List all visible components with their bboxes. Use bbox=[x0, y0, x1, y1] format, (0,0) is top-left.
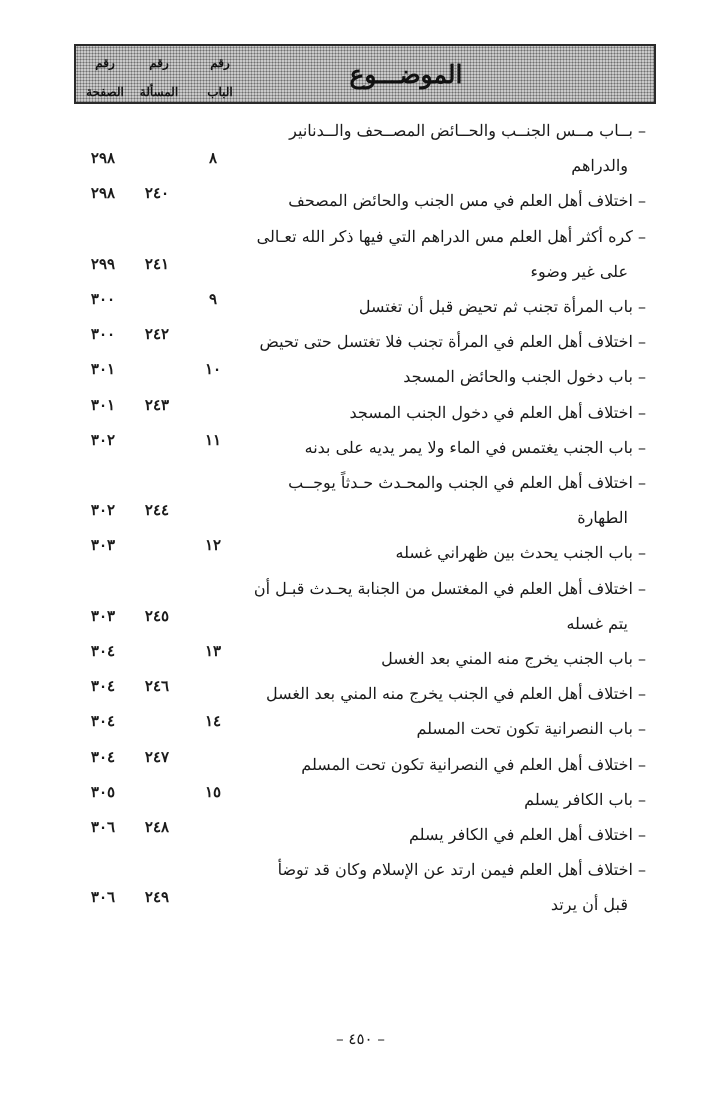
row-chapter-number: ١٢ bbox=[204, 536, 222, 555]
row-page-number: ٢٩٨ bbox=[90, 149, 116, 168]
table-row bbox=[60, 501, 646, 535]
row-page-number: ٣٠٠ bbox=[90, 325, 116, 344]
row-issue-number: ٢٤٥ bbox=[144, 606, 170, 625]
page-header-top: رقم bbox=[95, 56, 115, 70]
row-topic: – باب دخول الجنب والحائض المسجد bbox=[403, 367, 646, 387]
row-issue-number: ٢٤٣ bbox=[144, 395, 170, 414]
row-page-number: ٢٩٨ bbox=[90, 184, 116, 203]
table-row bbox=[60, 677, 646, 711]
issue-column-header bbox=[134, 56, 184, 100]
row-page-number: ٣٠٠ bbox=[90, 290, 116, 308]
issue-header-top: رقم bbox=[149, 56, 169, 70]
table-header bbox=[74, 44, 656, 104]
row-topic: – اختلاف أهل العلم في المغتسل من الجنابة يحـدث قبـل أن bbox=[253, 578, 646, 598]
row-issue-number: ٢٤٨ bbox=[144, 818, 170, 836]
row-topic: والدراهم bbox=[571, 156, 628, 176]
table-row bbox=[60, 536, 646, 570]
row-chapter-number: ١٤ bbox=[204, 712, 222, 731]
row-issue-number: ٢٤٦ bbox=[144, 677, 170, 696]
row-chapter-number: ١٠ bbox=[204, 360, 222, 379]
row-page-number: ٣٠١ bbox=[90, 360, 116, 379]
row-chapter-number: ١٣ bbox=[204, 642, 222, 660]
table-row bbox=[60, 607, 646, 641]
row-page-number: ٣٠٢ bbox=[90, 430, 116, 449]
row-page-number: ٣٠٤ bbox=[90, 747, 116, 766]
table-row bbox=[60, 818, 646, 852]
row-topic: – اختلاف أهل العلم في الكافر يسلم bbox=[409, 825, 646, 844]
row-topic: – اختلاف أهل العلم في النصرانية تكون تحت المسلم bbox=[301, 754, 646, 774]
row-chapter-number: ١٥ bbox=[204, 782, 222, 801]
row-issue-number: ٢٤١ bbox=[144, 254, 170, 273]
row-page-number: ٣٠٤ bbox=[90, 677, 116, 696]
table-row bbox=[60, 255, 646, 289]
table-row bbox=[60, 396, 646, 430]
row-topic: – اختلاف أهل العلم فيمن ارتد عن الإسلام وكان قد توضأ bbox=[277, 860, 646, 880]
row-chapter-number: ٨ bbox=[208, 149, 218, 168]
chapter-header-top: رقم bbox=[210, 56, 230, 70]
page-number: – ٤٥٠ – bbox=[336, 1030, 385, 1048]
row-topic: الطهارة bbox=[577, 508, 628, 528]
row-topic: – باب النصرانية تكون تحت المسلم bbox=[416, 719, 646, 739]
row-topic: – اختلاف أهل العلم في مس الجنب والحائض المصحف bbox=[288, 191, 646, 211]
row-issue-number: ٢٤٧ bbox=[144, 747, 170, 766]
row-page-number: ٣٠٦ bbox=[90, 818, 116, 836]
row-issue-number: ٢٤٢ bbox=[144, 325, 170, 344]
row-topic: قبل أن يرتد bbox=[550, 895, 628, 915]
table-row bbox=[60, 184, 646, 218]
row-page-number: ٣٠٥ bbox=[90, 782, 116, 801]
row-issue-number: ٢٤٠ bbox=[144, 184, 170, 203]
row-page-number: ٣٠٢ bbox=[90, 501, 116, 520]
row-page-number: ٢٩٩ bbox=[90, 254, 116, 273]
row-topic: – اختلاف أهل العلم في الجنب يخرج منه المني بعد الغسل bbox=[266, 684, 646, 704]
page-column-header bbox=[82, 56, 128, 100]
row-topic: – اختلاف أهل العلم في الجنب والمحـدث حـدثاً يوجــب bbox=[288, 473, 646, 492]
issue-header-bottom: المسألة bbox=[139, 85, 179, 99]
row-page-number: ٣٠٣ bbox=[90, 536, 116, 555]
row-topic: – اختلاف أهل العلم في دخول الجنب المسجد bbox=[349, 402, 646, 422]
row-issue-number: ٢٤٤ bbox=[144, 501, 170, 520]
table-row bbox=[60, 748, 646, 782]
row-chapter-number: ٩ bbox=[208, 290, 218, 308]
table-row bbox=[60, 888, 646, 922]
row-topic: – باب الجنب يحدث بين ظهراني غسله bbox=[395, 543, 646, 563]
row-page-number: ٣٠١ bbox=[90, 395, 116, 414]
row-page-number: ٣٠٣ bbox=[90, 606, 116, 625]
row-chapter-number: ١١ bbox=[204, 430, 222, 449]
chapter-column-header bbox=[198, 56, 242, 100]
row-page-number: ٣٠٦ bbox=[90, 888, 116, 907]
topic-column-header: الموضـــوع bbox=[349, 60, 463, 89]
row-topic: على غير وضوء bbox=[530, 261, 628, 281]
row-topic: – باب الكافر يسلم bbox=[524, 789, 646, 809]
row-issue-number: ٢٤٩ bbox=[144, 888, 170, 907]
row-topic: – بــاب مــس الجنــب والحــائض المصــحف والــدنانير bbox=[289, 121, 646, 140]
row-topic: – كره أكثر أهل العلم مس الدراهم التي فيها ذكر الله تعـالى bbox=[256, 226, 646, 246]
table-row bbox=[60, 431, 646, 465]
row-page-number: ٣٠٤ bbox=[90, 712, 116, 731]
table-row bbox=[60, 114, 646, 148]
row-topic: يتم غسله bbox=[566, 613, 628, 633]
row-page-number: ٣٠٤ bbox=[90, 642, 116, 660]
table-row bbox=[60, 325, 646, 359]
row-topic: – باب الجنب يخرج منه المني بعد الغسل bbox=[381, 649, 646, 668]
row-topic: – باب المرأة تجنب ثم تحيض قبل أن تغتسل bbox=[358, 297, 646, 316]
row-topic: – اختلاف أهل العلم في المرأة تجنب فلا تغتسل حتى تحيض bbox=[259, 332, 646, 352]
chapter-header-bottom: الباب bbox=[207, 85, 233, 99]
page-header-bottom: الصفحة bbox=[86, 85, 124, 99]
row-topic: – باب الجنب يغتمس في الماء ولا يمر يديه على بدنه bbox=[304, 437, 646, 457]
